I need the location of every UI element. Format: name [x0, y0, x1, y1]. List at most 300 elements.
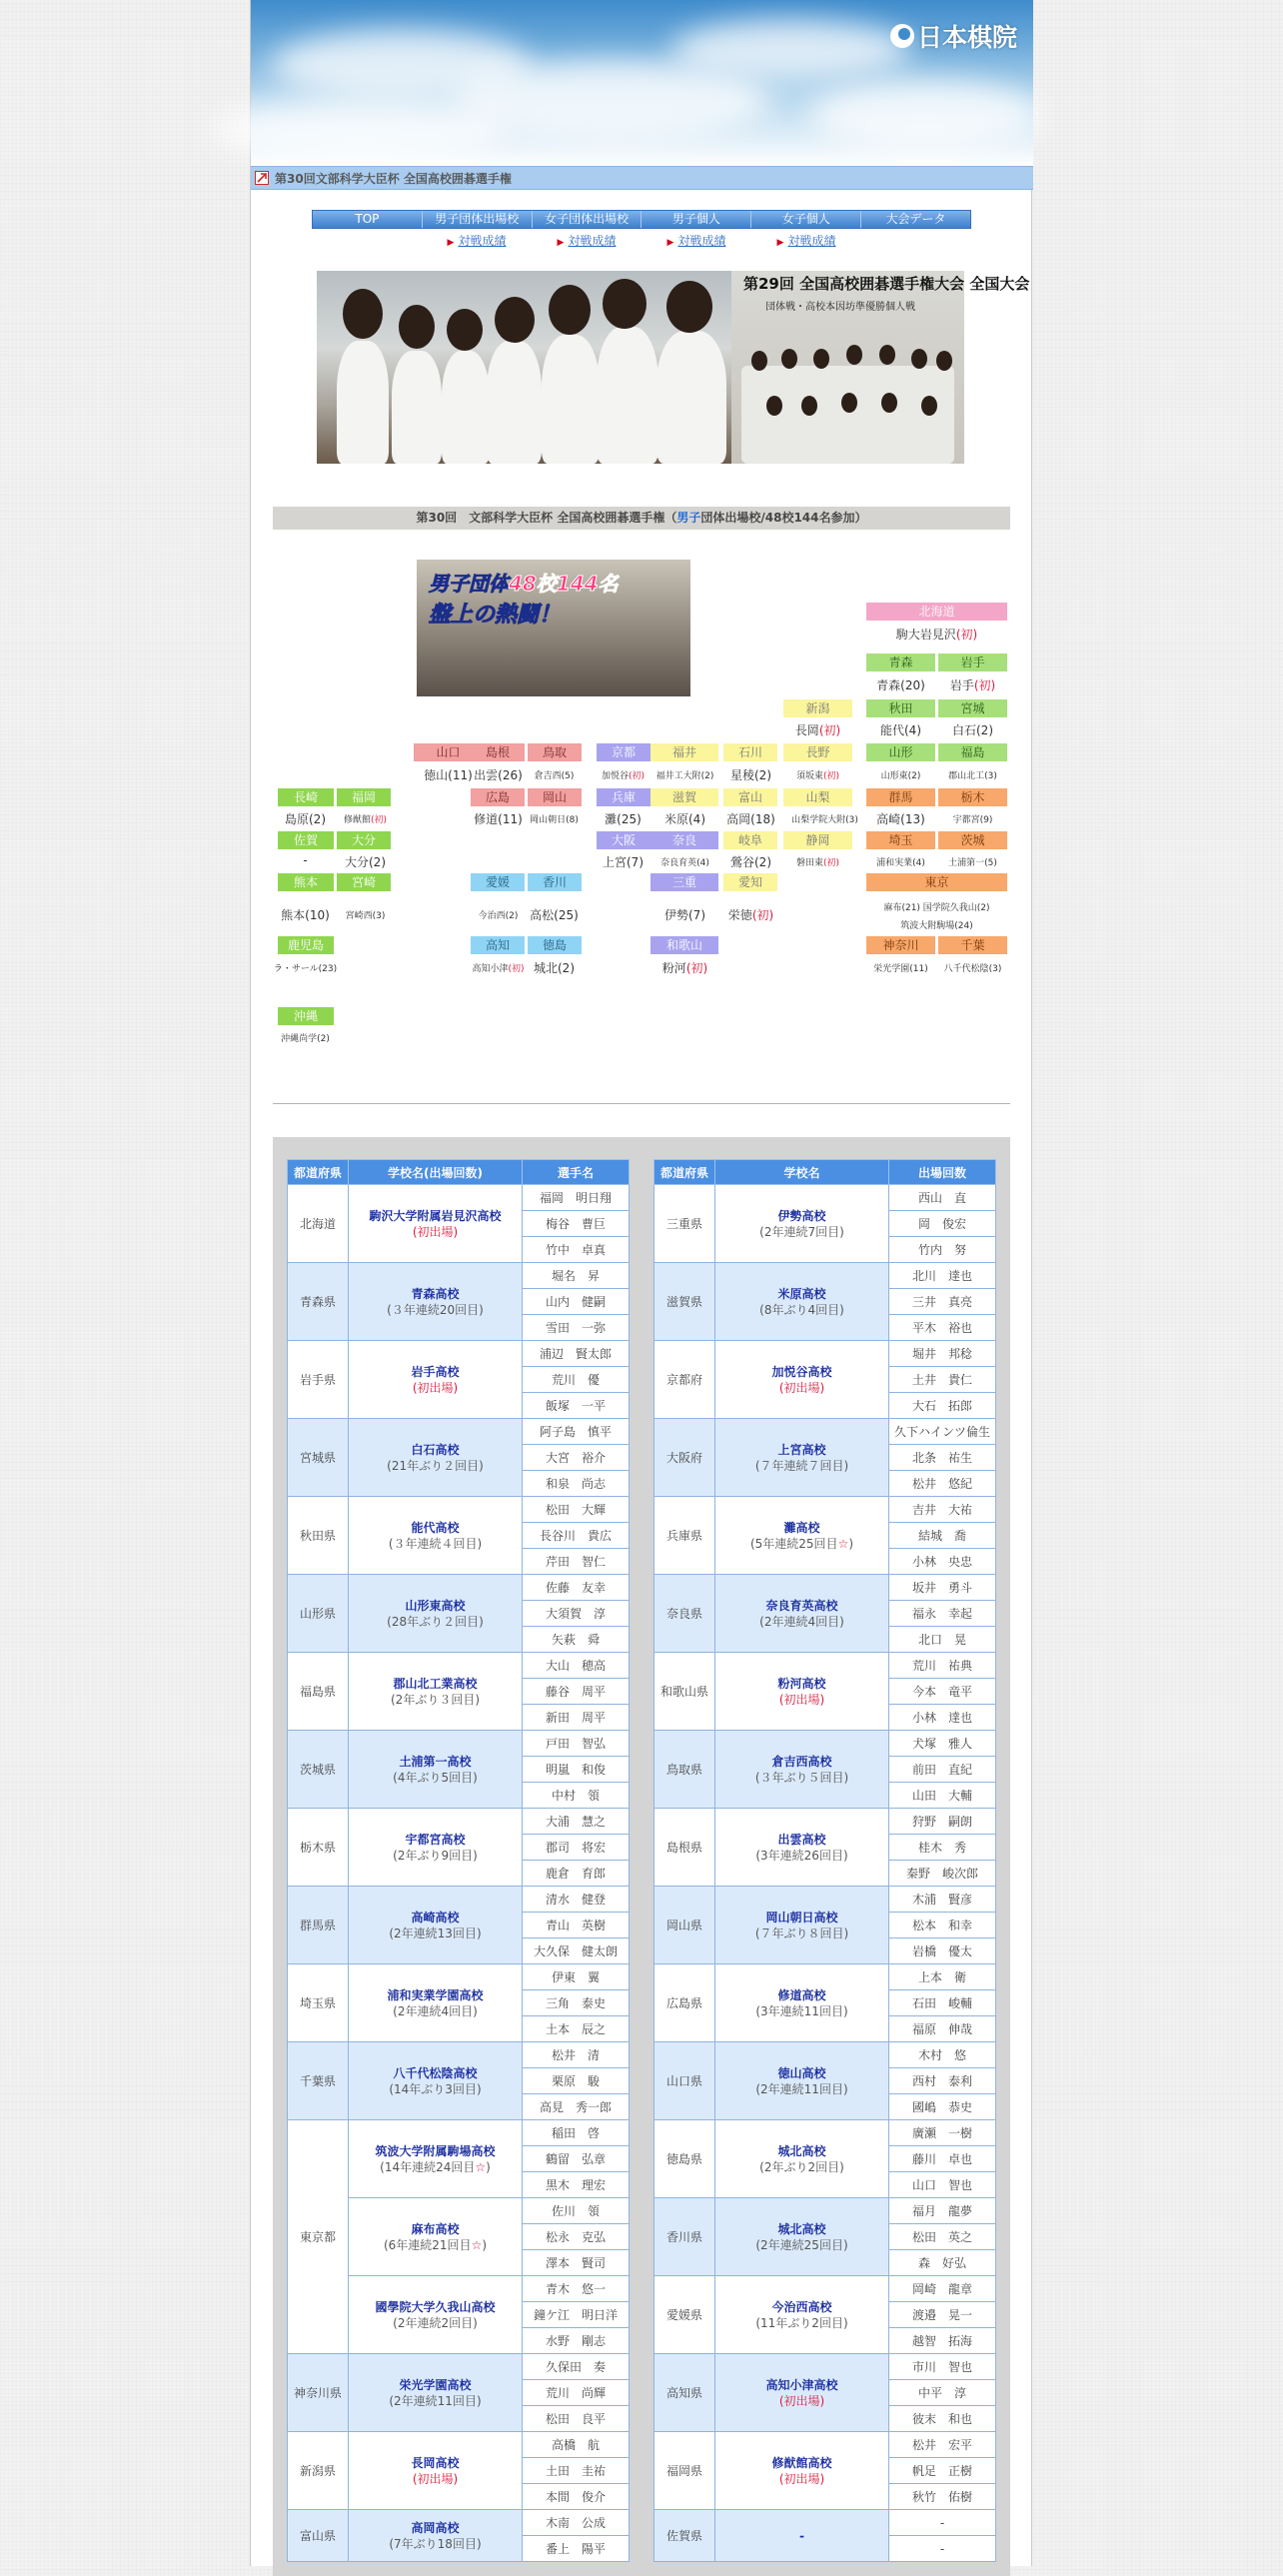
- player-name: 西山 直: [889, 1185, 996, 1211]
- school-cell[interactable]: [349, 1419, 523, 1497]
- map-school-miyagi[interactable]: 白石(2): [952, 723, 993, 737]
- appearance-count: (初出場): [778, 2471, 825, 2486]
- map-school-fukui[interactable]: 福井工大附(2): [655, 771, 714, 781]
- col-prefecture: 都道府県: [288, 1160, 349, 1185]
- appearance-count: (2年連続4回目): [393, 2003, 478, 2018]
- player-name: 高橋 航: [523, 2432, 630, 2458]
- map-school-kagawa[interactable]: 高松(25): [530, 908, 579, 922]
- school-cell[interactable]: [349, 2276, 523, 2354]
- table-row: [654, 1575, 996, 1601]
- player-name: 大宮 裕介: [523, 1445, 630, 1471]
- table-row: [654, 1419, 996, 1445]
- prefecture-cell: 富山県: [288, 2510, 349, 2562]
- map-school-akita[interactable]: 能代(4): [880, 723, 921, 737]
- school-cell[interactable]: [349, 2354, 523, 2432]
- school-name: 八千代松陰高校: [393, 2065, 478, 2080]
- player-name: 福永 幸起: [889, 1601, 996, 1627]
- player-name: 山田 大輔: [889, 1783, 996, 1809]
- map-school-shimane[interactable]: 出雲(26): [474, 768, 523, 782]
- player-name: 國嶋 恭史: [889, 2094, 996, 2120]
- prefecture-cell: 神奈川県: [288, 2354, 349, 2432]
- table-row: [288, 1809, 630, 1835]
- map-pref-tochigi[interactable]: 栃木: [938, 788, 1007, 806]
- map-pref-shizuoka[interactable]: 静岡: [783, 831, 852, 849]
- appearance-count: (７年ぶり８回目): [754, 1926, 849, 1940]
- school-cell[interactable]: [715, 1887, 889, 1964]
- player-name: 鶴留 弘章: [523, 2146, 630, 2172]
- map-pref-shiga[interactable]: 滋賀: [650, 788, 718, 806]
- map-pref-saitama[interactable]: 埼玉: [866, 831, 935, 849]
- school-name: 高知小津高校: [765, 2377, 838, 2392]
- prefecture-cell: 北海道: [288, 1185, 349, 1263]
- nihon-kiin-logo[interactable]: [889, 18, 1017, 54]
- player-name: -: [889, 2536, 996, 2562]
- map-pref-kagoshima[interactable]: 鹿児島: [278, 936, 334, 954]
- red-triangle-icon: ▶: [776, 238, 784, 248]
- school-cell[interactable]: [349, 2510, 523, 2562]
- col-players: 選手名: [523, 1160, 630, 1185]
- school-cell[interactable]: [715, 1731, 889, 1809]
- appearance-count: (2年ぶり9回目): [393, 1848, 478, 1863]
- table-row: [654, 2198, 996, 2224]
- appearance-count: (2年連続7回目): [759, 1224, 844, 1239]
- map-pref-fukuoka[interactable]: 福岡: [337, 788, 391, 806]
- map-school-toyama[interactable]: 高岡(18): [726, 812, 775, 826]
- player-name: 岩橋 優太: [889, 1938, 996, 1964]
- map-school-wakayama[interactable]: 粉河(初): [661, 961, 708, 975]
- map-pref-aomori[interactable]: 青森: [866, 653, 935, 671]
- map-school-nagano[interactable]: 須坂東(初): [795, 771, 840, 781]
- school-name: 岩手高校: [411, 1364, 460, 1379]
- player-name: 秦野 峻次郎: [889, 1861, 996, 1887]
- map-pref-yamaguchi[interactable]: 山口: [414, 743, 483, 761]
- player-name: 藤谷 周平: [523, 1679, 630, 1705]
- map-school-saitama[interactable]: 浦和実業(4): [876, 858, 925, 868]
- school-name: 郡山北工業高校: [393, 1676, 478, 1691]
- prefecture-cell: 山口県: [654, 2042, 715, 2120]
- appearance-count: (2年連続25回目): [755, 2237, 848, 2252]
- map-school-mie[interactable]: 伊勢(7): [664, 908, 705, 922]
- school-cell[interactable]: [349, 2198, 523, 2276]
- player-name: 戸田 智弘: [523, 1731, 630, 1757]
- map-school-hokkaido[interactable]: 駒大岩見沢(初): [895, 628, 978, 642]
- player-name: 大山 穂高: [523, 1653, 630, 1679]
- map-school-yamanashi[interactable]: 山梨学院大附(3): [791, 815, 858, 825]
- player-name: 岡崎 龍章: [889, 2276, 996, 2302]
- school-cell[interactable]: [349, 1731, 523, 1809]
- player-name: 福月 龍夢: [889, 2198, 996, 2224]
- school-cell[interactable]: [349, 2432, 523, 2510]
- map-school-tottori[interactable]: 倉吉西(5): [534, 771, 575, 781]
- col-school: 学校名(出場回数): [349, 1160, 523, 1185]
- map-pref-osaka[interactable]: 大阪: [597, 831, 650, 849]
- player-name: 松田 大輝: [523, 1497, 630, 1523]
- map-school-kumamoto[interactable]: 熊本(10): [281, 908, 330, 922]
- prefecture-cell: 新潟県: [288, 2432, 349, 2510]
- map-school-osaka[interactable]: 上宮(7): [603, 855, 643, 869]
- player-name: 三井 真亮: [889, 1289, 996, 1315]
- map-pref-tottori[interactable]: 鳥取: [528, 743, 582, 761]
- appearance-count: (14年連続24回目☆): [380, 2159, 491, 2174]
- player-name: 松井 宏平: [889, 2432, 996, 2458]
- appearance-count: (７年連続７回目): [754, 1458, 849, 1473]
- appearance-count: (初出場): [412, 1380, 459, 1395]
- player-name: 水野 剛志: [523, 2328, 630, 2354]
- school-name: 岡山朝日高校: [765, 1910, 838, 1925]
- map-pref-okinawa[interactable]: 沖縄: [278, 1007, 334, 1025]
- player-name: 帆足 正樹: [889, 2458, 996, 2484]
- map-school-nara[interactable]: 奈良育英(4): [660, 858, 709, 868]
- map-pref-tokushima[interactable]: 徳島: [528, 936, 582, 954]
- sub-nav: [312, 232, 971, 248]
- player-name: 土本 辰之: [523, 2016, 630, 2042]
- map-pref-fukushima[interactable]: 福島: [938, 743, 1007, 761]
- school-cell[interactable]: [349, 1341, 523, 1419]
- boys-team-photo: [417, 560, 690, 696]
- school-name: 浦和実業学園高校: [387, 1987, 484, 2002]
- prefecture-cell: 山形県: [288, 1575, 349, 1653]
- school-cell[interactable]: [349, 1809, 523, 1887]
- boys-individual-results-link[interactable]: 対戦成績: [677, 234, 726, 248]
- map-pref-iwate[interactable]: 岩手: [938, 653, 1007, 671]
- map-pref-nagasaki[interactable]: 長崎: [278, 788, 334, 806]
- appearance-count: (28年ぶり２回目): [387, 1614, 484, 1629]
- prefecture-cell: 奈良県: [654, 1575, 715, 1653]
- school-cell[interactable]: [349, 1185, 523, 1263]
- school-name: 筑波大学附属駒場高校: [375, 2143, 496, 2158]
- map-pref-mie[interactable]: 三重: [650, 873, 718, 891]
- map-school-oita[interactable]: 大分(2): [345, 855, 386, 869]
- title-arrow-icon: [255, 171, 269, 185]
- map-school-ibaraki[interactable]: 土浦第一(5): [948, 858, 997, 868]
- school-cell[interactable]: [349, 1263, 523, 1341]
- school-cell[interactable]: [715, 1263, 889, 1341]
- table-row: [288, 1731, 630, 1757]
- school-cell[interactable]: [349, 1887, 523, 1964]
- map-school-fukuoka[interactable]: 修猷館(初): [343, 815, 388, 825]
- map-school-ishikawa[interactable]: 星稜(2): [730, 768, 771, 782]
- prefecture-cell: 広島県: [654, 1964, 715, 2042]
- map-pref-okayama[interactable]: 岡山: [528, 788, 582, 806]
- map-pref-nagano[interactable]: 長野: [783, 743, 852, 761]
- prefecture-cell: 福岡県: [654, 2432, 715, 2510]
- player-name: 堀名 昇: [523, 1263, 630, 1289]
- photo-caption-line1: 男子団体48校144名: [429, 572, 619, 596]
- player-name: 狩野 嗣朗: [889, 1809, 996, 1835]
- map-pref-ibaraki[interactable]: 茨城: [938, 831, 1007, 849]
- table-row: [654, 1887, 996, 1913]
- prefecture-cell: 和歌山県: [654, 1653, 715, 1731]
- map-school-hyogo[interactable]: 灘(25): [605, 812, 642, 826]
- player-name: 雪田 一弥: [523, 1315, 630, 1341]
- map-pref-gunma[interactable]: 群馬: [866, 788, 935, 806]
- appearance-count: (３年連続20回目): [387, 1302, 484, 1317]
- player-name: 小林 達也: [889, 1705, 996, 1731]
- map-school-tokyo-1[interactable]: 麻布(21) 国学院久我山(2): [883, 903, 990, 913]
- map-school-aomori[interactable]: 青森(20): [876, 678, 925, 692]
- section-divider: [273, 1103, 1010, 1104]
- col-count: 出場回数: [889, 1160, 996, 1185]
- player-name: 土田 圭祐: [523, 2458, 630, 2484]
- table-row: [288, 2354, 630, 2380]
- table-row: [654, 2510, 996, 2536]
- school-cell[interactable]: [349, 1575, 523, 1653]
- right-school-table: [653, 1159, 996, 2562]
- school-cell[interactable]: [715, 1497, 889, 1575]
- school-name: 奈良育英高校: [765, 1598, 838, 1613]
- school-cell[interactable]: [715, 2120, 889, 2198]
- map-school-kyoto[interactable]: 加悦谷(初): [601, 771, 645, 781]
- school-cell[interactable]: [349, 2042, 523, 2120]
- player-name: 越智 拓海: [889, 2328, 996, 2354]
- school-cell[interactable]: [715, 1185, 889, 1263]
- player-name: 秋竹 佑樹: [889, 2484, 996, 2510]
- player-name: 郡司 将宏: [523, 1835, 630, 1861]
- school-name: 出雲高校: [777, 1832, 826, 1847]
- school-name: 土浦第一高校: [399, 1754, 472, 1769]
- map-school-shizuoka[interactable]: 磐田東(初): [795, 858, 840, 868]
- player-name: 青山 英樹: [523, 1913, 630, 1938]
- school-name: 駒沢大学附属岩見沢高校: [369, 1208, 502, 1223]
- nav-girls-individual[interactable]: 女子個人: [751, 211, 861, 228]
- map-school-miyazaki[interactable]: 宮崎西(3): [345, 911, 386, 921]
- player-name: 松田 英之: [889, 2224, 996, 2250]
- map-pref-miyazaki[interactable]: 宮崎: [337, 873, 391, 891]
- player-name: 梅谷 曹巨: [523, 1211, 630, 1237]
- nav-boys-team[interactable]: 男子団体出場校: [423, 211, 533, 228]
- player-name: 松井 清: [523, 2042, 630, 2068]
- prefecture-cell: 千葉県: [288, 2042, 349, 2120]
- map-pref-kagawa[interactable]: 香川: [528, 873, 582, 891]
- map-school-shiga[interactable]: 米原(4): [664, 812, 705, 826]
- school-cell[interactable]: [715, 2042, 889, 2120]
- school-name: 長岡高校: [411, 2455, 460, 2470]
- player-name: 青木 悠一: [523, 2276, 630, 2302]
- map-pref-yamagata[interactable]: 山形: [866, 743, 935, 761]
- nav-top[interactable]: TOP: [313, 211, 423, 228]
- prefecture-cell: 岡山県: [654, 1887, 715, 1964]
- map-school-yamaguchi[interactable]: 徳山(11): [424, 768, 473, 782]
- player-name: 和泉 尚志: [523, 1471, 630, 1497]
- prefecture-cell: 佐賀県: [654, 2510, 715, 2562]
- player-name: 飯塚 一平: [523, 1393, 630, 1419]
- player-name: 木浦 賢彦: [889, 1887, 996, 1913]
- girls-team-results-link[interactable]: 対戦成績: [568, 234, 617, 248]
- map-pref-hiroshima[interactable]: 広島: [471, 788, 525, 806]
- school-cell[interactable]: [349, 1653, 523, 1731]
- map-school-hiroshima[interactable]: 修道(11): [474, 812, 523, 826]
- map-pref-miyagi[interactable]: 宮城: [938, 699, 1007, 717]
- school-cell[interactable]: [715, 2354, 889, 2432]
- map-pref-chiba[interactable]: 千葉: [938, 936, 1007, 954]
- map-pref-hyogo[interactable]: 兵庫: [597, 788, 650, 806]
- map-pref-kochi[interactable]: 高知: [471, 936, 525, 954]
- school-name: 倉吉西高校: [771, 1754, 832, 1769]
- school-cell[interactable]: [715, 2510, 889, 2562]
- prefecture-cell: 徳島県: [654, 2120, 715, 2198]
- school-cell[interactable]: [349, 1497, 523, 1575]
- school-cell[interactable]: [715, 1341, 889, 1419]
- appearance-count: (2年ぶり３回目): [391, 1692, 480, 1707]
- player-name: 福岡 明日翔: [523, 1185, 630, 1211]
- map-school-kochi[interactable]: 高知小津(初): [472, 964, 525, 974]
- map-pref-fukui[interactable]: 福井: [650, 743, 718, 761]
- map-school-tochigi[interactable]: 宇都宮(9): [952, 815, 993, 825]
- player-name: 渡邉 晃一: [889, 2302, 996, 2328]
- school-cell[interactable]: [349, 2120, 523, 2198]
- appearance-count: (3年連続26回目): [755, 1848, 848, 1863]
- player-name: 平木 裕也: [889, 1315, 996, 1341]
- map-pref-gifu[interactable]: 岐阜: [723, 831, 777, 849]
- girls-individual-results-link[interactable]: 対戦成績: [787, 234, 836, 248]
- map-school-tokushima[interactable]: 城北(2): [534, 961, 575, 975]
- school-cell[interactable]: [715, 1809, 889, 1887]
- school-cell[interactable]: [715, 1964, 889, 2042]
- school-cell[interactable]: [715, 2276, 889, 2354]
- map-school-gunma[interactable]: 高崎(13): [876, 812, 925, 826]
- appearance-count: (2年ぶり2回目): [759, 2159, 844, 2174]
- player-name: 黒木 理宏: [523, 2172, 630, 2198]
- player-name: 鹿倉 育郎: [523, 1861, 630, 1887]
- table-row: [654, 1263, 996, 1289]
- prefecture-cell: 群馬県: [288, 1887, 349, 1964]
- school-cell[interactable]: [715, 2198, 889, 2276]
- player-name: 三角 泰史: [523, 1990, 630, 2016]
- go-stone-logo-icon: [889, 23, 915, 49]
- banner-team-photo: [317, 271, 731, 464]
- player-name: 吉井 大祐: [889, 1497, 996, 1523]
- school-name: 米原高校: [777, 1286, 826, 1301]
- map-school-gifu[interactable]: 鶯谷(2): [730, 855, 771, 869]
- table-row: [288, 2432, 630, 2458]
- player-name: 新田 周平: [523, 1705, 630, 1731]
- player-name: 清水 健登: [523, 1887, 630, 1913]
- map-pref-shimane[interactable]: 島根: [471, 743, 525, 761]
- map-pref-wakayama[interactable]: 和歌山: [650, 936, 718, 954]
- nav-girls-team[interactable]: 女子団体出場校: [533, 211, 642, 228]
- map-pref-akita[interactable]: 秋田: [866, 699, 935, 717]
- appearance-count: (2年連続11回目): [389, 2393, 482, 2408]
- map-school-saga[interactable]: -: [303, 853, 308, 867]
- map-school-okinawa[interactable]: 沖縄尚学(2): [281, 1034, 330, 1044]
- map-pref-yamanashi[interactable]: 山梨: [783, 788, 852, 806]
- photo-caption-line2: 盤上の熱闘！: [429, 603, 562, 628]
- nav-data[interactable]: 大会データ: [885, 212, 946, 226]
- table-row: [654, 1964, 996, 1990]
- school-cell[interactable]: [349, 1964, 523, 2042]
- map-pref-aichi[interactable]: 愛知: [723, 873, 777, 891]
- tournament-banner[interactable]: [317, 271, 1030, 464]
- school-cell[interactable]: [715, 1575, 889, 1653]
- player-name: 久下ハインツ倫生: [889, 1419, 996, 1445]
- map-school-iwate[interactable]: 岩手(初): [949, 678, 996, 692]
- col-school: 学校名: [715, 1160, 889, 1185]
- player-name: 伊東 翼: [523, 1964, 630, 1990]
- school-name: 加悦谷高校: [771, 1364, 832, 1379]
- map-pref-saga[interactable]: 佐賀: [278, 831, 334, 849]
- prefecture-cell: 大阪府: [654, 1419, 715, 1497]
- map-pref-nara[interactable]: 奈良: [650, 831, 718, 849]
- player-name: 高見 秀一郎: [523, 2094, 630, 2120]
- map-pref-ishikawa[interactable]: 石川: [723, 743, 777, 761]
- page: [250, 0, 1032, 2566]
- logo-text: 日本棋院: [916, 23, 1017, 52]
- map-school-tokyo-2[interactable]: 筑波大附駒場(24): [900, 921, 973, 931]
- prefecture-cell: 愛媛県: [654, 2276, 715, 2354]
- map-school-chiba[interactable]: 八千代松陰(3): [943, 964, 1002, 974]
- school-name: 青森高校: [411, 1286, 460, 1301]
- school-name: 上宮高校: [777, 1442, 826, 1457]
- nav-boys-individual[interactable]: 男子個人: [642, 211, 751, 228]
- prefecture-cell: 京都府: [654, 1341, 715, 1419]
- map-pref-hokkaido[interactable]: 北海道: [866, 603, 1007, 621]
- table-row: [654, 1731, 996, 1757]
- section-header-highlight: 男子: [676, 511, 701, 525]
- boys-team-results-link[interactable]: 対戦成績: [458, 234, 507, 248]
- school-name: 修道高校: [777, 1987, 826, 2002]
- player-name: 中平 淳: [889, 2380, 996, 2406]
- player-name: 北口 晃: [889, 1627, 996, 1653]
- map-school-nagasaki[interactable]: 島原(2): [285, 812, 326, 826]
- map-pref-niigata[interactable]: 新潟: [783, 699, 852, 717]
- map-pref-oita[interactable]: 大分: [337, 831, 391, 849]
- school-name: 麻布高校: [411, 2221, 460, 2236]
- appearance-count: (2年連続4回目): [759, 1614, 844, 1629]
- map-pref-ehime[interactable]: 愛媛: [471, 873, 525, 891]
- school-name: 粉河高校: [777, 1676, 826, 1691]
- prefecture-cell: 兵庫県: [654, 1497, 715, 1575]
- map-pref-kanagawa[interactable]: 神奈川: [866, 936, 935, 954]
- header-banner: [251, 0, 1033, 166]
- map-school-ehime[interactable]: 今治西(2): [478, 911, 519, 921]
- school-cell[interactable]: [715, 1419, 889, 1497]
- appearance-count: (初出場): [778, 2393, 825, 2408]
- school-cell[interactable]: [715, 1653, 889, 1731]
- section-header: [273, 507, 1010, 530]
- table-row: [654, 1341, 996, 1367]
- table-row: [288, 1653, 630, 1679]
- player-name: 長谷川 貴広: [523, 1523, 630, 1549]
- banner-title: 第29回 全国高校囲碁選手権大会 全国大会: [743, 275, 1030, 293]
- player-name: 荒川 優: [523, 1367, 630, 1393]
- prefecture-cell: 東京都: [288, 2120, 349, 2354]
- map-school-aichi[interactable]: 栄徳(初): [727, 908, 774, 922]
- map-school-okayama[interactable]: 岡山朝日(8): [530, 815, 579, 825]
- table-row: [654, 1653, 996, 1679]
- player-name: 久保田 奏: [523, 2354, 630, 2380]
- player-name: 前田 直紀: [889, 1757, 996, 1783]
- player-name: 山内 健嗣: [523, 1289, 630, 1315]
- map-school-fukushima[interactable]: 郡山北工(3): [948, 771, 997, 781]
- appearance-count: (6年連続21回目☆): [383, 2237, 488, 2252]
- school-cell[interactable]: [715, 2432, 889, 2510]
- school-name: 白石高校: [411, 1442, 460, 1457]
- map-pref-tokyo[interactable]: 東京: [866, 873, 1007, 891]
- tables-panel: [273, 1137, 1010, 2576]
- section-header-post: 団体出場校/48校144名参加）: [700, 511, 867, 525]
- map-school-yamagata[interactable]: 山形東(2): [880, 771, 921, 781]
- appearance-count: (初出場): [778, 1692, 825, 1707]
- map-pref-kumamoto[interactable]: 熊本: [278, 873, 334, 891]
- table-row: [288, 1575, 630, 1601]
- map-pref-toyama[interactable]: 富山: [723, 788, 777, 806]
- map-pref-kyoto[interactable]: 京都: [597, 743, 650, 761]
- map-school-kagoshima[interactable]: ラ・サール(23): [273, 964, 338, 974]
- subnav-empty: [861, 232, 971, 248]
- player-name: 石田 峻輔: [889, 1990, 996, 2016]
- map-school-kanagawa[interactable]: 栄光学園(11): [873, 964, 928, 974]
- map-school-niigata[interactable]: 長岡(初): [794, 723, 841, 737]
